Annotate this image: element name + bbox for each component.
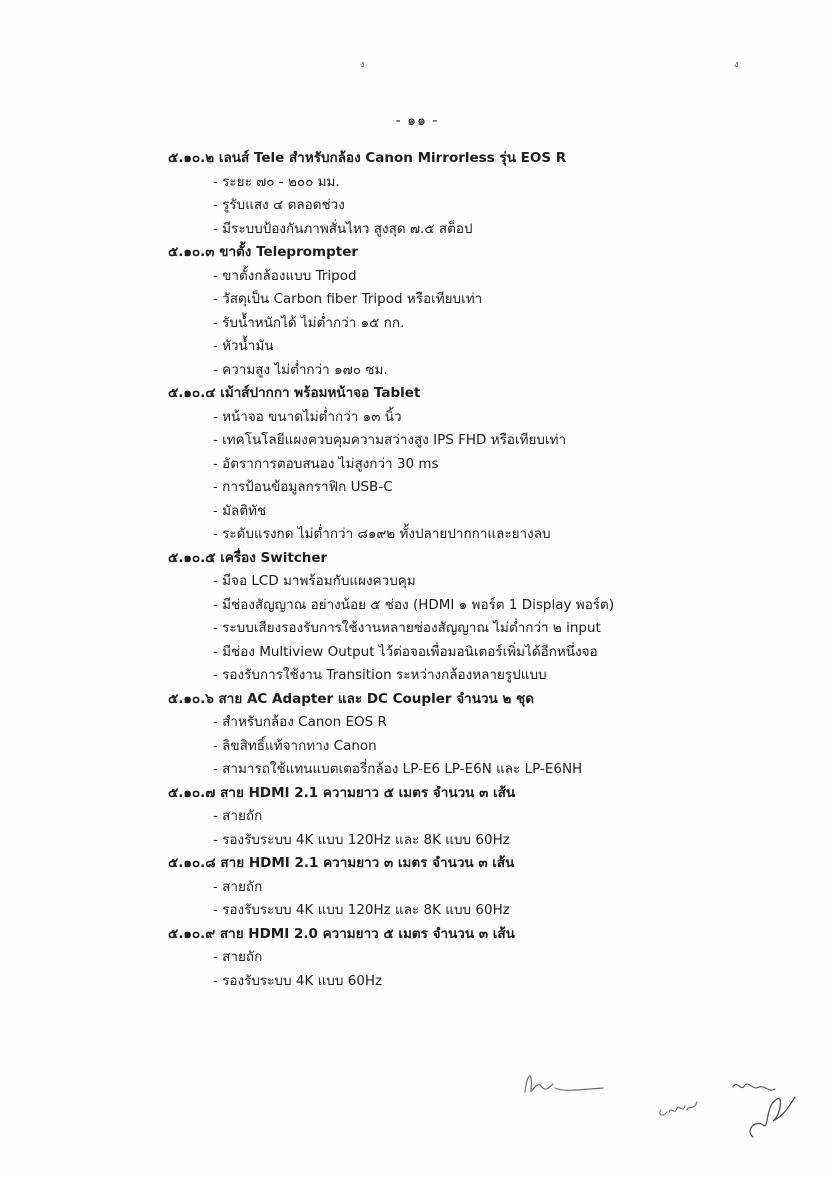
spec-item: - มีระบบป้องกันภาพสั่นไหว สูงสุด ๗.๕ สต็อป [213, 220, 473, 237]
scan-mark: ง [360, 60, 365, 70]
spec-item: - รูรับแสง ๔ ตลอดช่วง [213, 197, 345, 213]
signature-2 [655, 1092, 705, 1122]
spec-item: - ความสูง ไม่ต่ำกว่า ๑๗๐ ซม. [213, 361, 388, 378]
spec-item: - สำหรับกล้อง Canon EOS R [213, 714, 387, 730]
spec-item: - มัลติทัช [213, 502, 267, 519]
signature-3 [725, 1075, 805, 1150]
spec-item: - ลิขสิทธิ์แท้จากทาง Canon [213, 737, 377, 754]
section-heading: ๕.๑๐.๕ เครื่อง Switcher [168, 549, 328, 566]
spec-item: - เทคโนโลยีแผงควบคุมความสว่างสูง IPS FHD หรือเทียบเท่า [213, 432, 567, 448]
section-heading: ๕.๑๐.๙ สาย HDMI 2.0 ความยาว ๕ เมตร จำนวน ๓ เส้น [168, 925, 515, 942]
section-heading: ๕.๑๐.๗ สาย HDMI 2.1 ความยาว ๕ เมตร จำนวน ๓ เส้น [168, 784, 516, 801]
section-heading: ๕.๑๐.๘ สาย HDMI 2.1 ความยาว ๓ เมตร จำนวน ๓ เส้น [168, 855, 515, 871]
spec-item: - สายถัก [213, 949, 263, 965]
section-heading: ๕.๑๐.๒ เลนส์ Tele สำหรับกล้อง Canon Mirrorless รุ่น EOS R [168, 150, 567, 166]
spec-item: - การป้อนข้อมูลกราฟิก USB-C [213, 479, 393, 495]
section-heading: ๕.๑๐.๓ ขาตั้ง Teleprompter [168, 244, 359, 260]
spec-item: - หน้าจอ ขนาดไม่ต่ำกว่า ๑๓ นิ้ว [213, 408, 402, 425]
spec-section [168, 782, 808, 853]
spec-item: - ขาตั้งกล้องแบบ Tripod [213, 267, 357, 284]
spec-section [168, 688, 808, 782]
spec-item: - มีจอ LCD มาพร้อมกับแผงควบคุม [213, 573, 416, 589]
spec-item: - ระบบเสียงรองรับการใช้งานหลายช่องสัญญาณ ไม่ต่ำกว่า ๒ input [213, 620, 601, 636]
spec-item: - มีช่อง Multiview Output ไว้ต่อจอเพื่อมอนิเตอร์เพิ่มได้อีกหนึ่งจอ [213, 643, 598, 660]
spec-item: - มีช่องสัญญาณ อย่างน้อย ๕ ช่อง (HDMI ๑ พอร์ต 1 Display พอร์ต) [213, 596, 615, 613]
spec-section [168, 852, 808, 923]
spec-section [168, 923, 808, 994]
spec-item: - ระยะ ๗๐ - ๒๐๐ มม. [213, 173, 340, 190]
page-number: - ๑๑ - [395, 113, 439, 129]
scan-mark: ง [734, 60, 739, 70]
spec-section [168, 147, 808, 241]
spec-item: - สามารถใช้แทนแบตเตอรี่กล้อง LP-E6 LP-E6N และ LP-E6NH [213, 761, 583, 777]
spec-item: - รองรับระบบ 4K แบบ 60Hz [213, 972, 383, 989]
spec-item: - วัสดุเป็น Carbon fiber Tripod หรือเทียบเท่า [213, 291, 483, 307]
spec-item: - รองรับการใช้งาน Transition ระหว่างกล้องหลายรูปแบบ [213, 667, 547, 683]
spec-item: - สายถัก [213, 808, 263, 824]
spec-item: - ระดับแรงกด ไม่ต่ำกว่า ๘๑๙๒ ทั้งปลายปากกาและยางลบ [213, 526, 551, 542]
section-heading: ๕.๑๐.๔ เม้าส์ปากกา พร้อมหน้าจอ Tablet [168, 385, 421, 401]
spec-section [168, 241, 808, 382]
spec-item: - อัตราการตอบสนอง ไม่สูงกว่า 30 ms [213, 455, 439, 472]
spec-section [168, 547, 808, 688]
signature-1 [515, 1062, 615, 1104]
spec-item: - สายถัก [213, 878, 263, 895]
section-heading: ๕.๑๐.๖ สาย AC Adapter และ DC Coupler จำนวน ๒ ชุด [168, 690, 534, 707]
spec-list [168, 147, 808, 993]
spec-section [168, 382, 808, 547]
spec-item: - รับน้ำหนักได้ ไม่ต่ำกว่า ๑๕ กก. [213, 314, 405, 331]
spec-item: - รองรับระบบ 4K แบบ 120Hz และ 8K แบบ 60Hz [213, 831, 510, 848]
spec-item: - รองรับระบบ 4K แบบ 120Hz และ 8K แบบ 60Hz [213, 902, 510, 918]
spec-item: - หัวน้ำมัน [213, 338, 274, 354]
